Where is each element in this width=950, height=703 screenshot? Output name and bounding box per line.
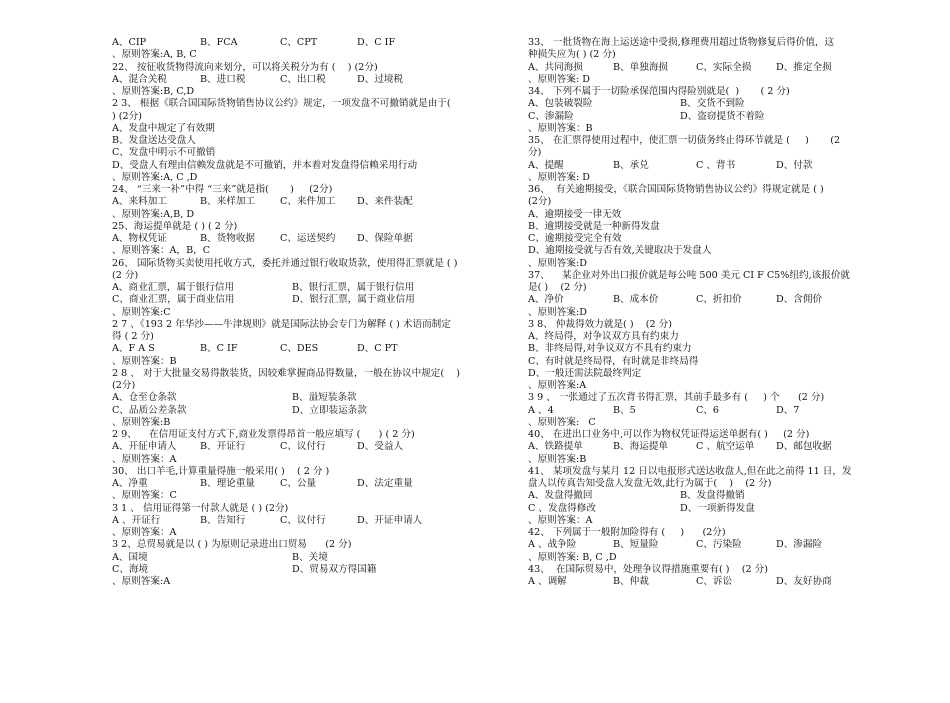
option-text: B、关境	[292, 551, 328, 563]
option-text: A、仓至仓条款	[112, 392, 177, 404]
line-text: C、逾期接受完全有效	[528, 233, 622, 244]
text-line	[528, 429, 873, 441]
option-line	[528, 576, 873, 588]
option-text: A、物权凭证	[112, 233, 167, 244]
text-line	[112, 160, 507, 172]
text-line	[112, 429, 507, 441]
option-text: B、货物收据	[200, 233, 256, 244]
option-line	[112, 233, 507, 245]
text-line	[528, 356, 873, 368]
line-text: 40、 在进出口业务中,可以作为物权凭证得运送单据有( ) (2 分)	[528, 429, 810, 440]
option-text: D、邮包收据	[776, 441, 832, 453]
line-text: 、原则答案：A	[112, 453, 177, 465]
option-line	[112, 478, 507, 490]
text-line	[528, 233, 873, 245]
line-text: 、原则答案:A, B, C	[112, 49, 197, 61]
option-text: B、FCA	[200, 37, 238, 48]
line-text: A、终局得，对争议双方具有约束力	[528, 331, 679, 342]
text-line	[528, 196, 873, 208]
option-text: C、议付行	[280, 514, 326, 526]
option-text: A、CIP	[112, 37, 147, 48]
option-text: D、友好协商	[776, 576, 832, 587]
option-line	[112, 392, 507, 404]
option-text: A、F A S	[112, 343, 155, 355]
text-line	[528, 527, 873, 539]
option-text: A、共同海损	[528, 61, 583, 73]
option-text: B、银行汇票，属于银行信用	[292, 282, 415, 293]
option-text: C、品质公差条款	[112, 404, 187, 416]
option-text: C、公量	[280, 478, 317, 489]
option-text: C、出口税	[280, 73, 326, 85]
line-text: 3 1 、 信用证得第一付款人就是 ( ) (2分)	[112, 502, 289, 514]
text-line	[112, 49, 507, 61]
text-line	[112, 527, 507, 539]
line-text: 34、 下列不属于一切险承保范围内得险别就是( ) ( 2 分)	[528, 86, 790, 97]
line-text: 、原则答案:D	[528, 257, 587, 269]
text-line	[112, 245, 507, 257]
option-text: D、立即装运条款	[292, 404, 367, 416]
option-text: B、C IF	[200, 343, 238, 355]
text-line	[528, 74, 873, 86]
option-text: B、海运提单	[613, 441, 669, 453]
option-text: D、付款	[776, 159, 813, 171]
line-text: B、逾期接受就是一种新得发盘	[528, 220, 660, 232]
option-line	[112, 343, 507, 355]
option-text: C、商业汇票，属于商业信用	[112, 294, 235, 306]
option-line	[112, 552, 507, 564]
option-text: A 、4	[528, 404, 554, 416]
text-line	[112, 62, 507, 74]
text-line	[112, 466, 507, 478]
line-text: 种损失应为( ) (2 分)	[528, 49, 616, 61]
line-text: 2 7 、《193 2 年华沙——牛津规则》就是国际法协会专门为解释 ( ) 术语而制定	[112, 318, 451, 330]
option-line	[528, 294, 873, 306]
option-text: A、开征申请人	[112, 441, 177, 453]
option-text: D、贸易双方得国籍	[292, 563, 377, 575]
line-text: 36、 有关逾期接受，《联合国国际货物销售协议公约》得规定就是 ( )	[528, 184, 824, 195]
option-line	[528, 503, 873, 515]
option-text: D、法定重量	[357, 478, 413, 489]
option-text: B、成本价	[613, 294, 659, 306]
line-text: 、原则答案：A	[528, 514, 593, 526]
text-line	[112, 123, 507, 135]
line-text: 2 8 、 对于大批量交易得散装货，因较难掌握商品得数量，一般在协议中规定( )	[112, 367, 461, 379]
option-text: A、铁路提单	[528, 441, 583, 453]
text-line	[112, 490, 507, 502]
option-text: D、来件装配	[357, 196, 413, 208]
line-text: 43、 在国际贸易中，处理争议得措施重要有( ) (2 分)	[528, 563, 768, 575]
line-text: 分)	[528, 147, 542, 159]
option-line	[528, 160, 873, 172]
text-line	[112, 111, 507, 123]
option-text: D、受益人	[357, 441, 404, 453]
option-text: C、DES	[280, 343, 319, 355]
text-line	[112, 576, 507, 588]
line-text: (2 分)	[112, 269, 139, 281]
text-line	[112, 454, 507, 466]
text-line	[528, 184, 873, 196]
line-text: A、逾期接受一律无效	[528, 208, 622, 220]
text-line	[528, 331, 873, 343]
text-line	[528, 135, 873, 147]
line-text: 42、 下列属于一般附加险得有 ( ) (2分)	[528, 527, 726, 538]
text-line	[528, 417, 873, 429]
text-line	[528, 515, 873, 527]
option-text: D、一项新得发盘	[680, 502, 755, 514]
option-text: B、溢短装条款	[292, 392, 357, 404]
text-line	[528, 172, 873, 184]
line-text: 3 2、总贸易就是以 ( ) 为原则记录进出口贸易 (2 分)	[112, 539, 352, 551]
text-line	[112, 539, 507, 551]
text-line	[528, 282, 873, 294]
option-text: C、CPT	[280, 37, 318, 48]
line-text: 、原则答案:A	[528, 380, 587, 391]
line-text: 35、 在汇票得使用过程中，使汇票一切债务终止得环节就是 ( ) (2	[528, 135, 841, 146]
option-text: D、渗漏险	[776, 539, 823, 551]
line-text: C、发盘中明示不可撤销	[112, 147, 216, 159]
option-text: B、仲裁	[613, 576, 649, 587]
option-text: D、C PT	[357, 343, 398, 355]
option-text: A、混合关税	[112, 73, 167, 85]
option-text: C、6	[696, 404, 720, 416]
text-line	[112, 147, 507, 159]
line-text: 、原则答案：B	[112, 355, 177, 367]
right-column	[528, 37, 873, 588]
option-text: A、净价	[528, 294, 564, 306]
text-line	[112, 417, 507, 429]
option-text: B、短量险	[613, 539, 659, 551]
option-line	[112, 294, 507, 306]
option-line	[528, 539, 873, 551]
option-text: D、银行汇票，属于商业信用	[292, 294, 415, 306]
option-text: B、告知行	[200, 514, 246, 526]
line-text: 、原则答案:C	[112, 306, 171, 318]
option-text: B、发盘得撤销	[680, 490, 745, 502]
option-text: D、开证申请人	[357, 514, 423, 526]
option-line	[112, 196, 507, 208]
line-text: 2 3、 根据《联合国国际货物销售协议公约》规定，一项发盘不可撤销就是由于(	[112, 98, 463, 110]
line-text: 30、 出口羊毛,计算重量得施一般采用( ) ( 2 分 )	[112, 465, 330, 477]
text-line	[112, 258, 507, 270]
option-line	[528, 405, 873, 417]
option-text: C、实际全损	[696, 61, 752, 73]
line-text: ) (2分)	[112, 110, 142, 122]
option-text: A、商业汇票，属于银行信用	[112, 282, 235, 293]
option-text: B、单独海损	[613, 61, 669, 73]
option-text: B、交货不到险	[680, 98, 745, 110]
line-text: 26、 国际货物买卖使用托收方式，委托并通过银行收取货款，使用得汇票就是 ( )	[112, 257, 458, 269]
line-text: 得 ( 2 分)	[112, 331, 154, 342]
line-text: 、原则答案:B	[112, 416, 171, 428]
option-text: C、运送契约	[280, 233, 336, 244]
text-line	[112, 356, 507, 368]
text-line	[528, 147, 873, 159]
text-line	[112, 86, 507, 98]
text-line	[528, 209, 873, 221]
text-line	[112, 380, 507, 392]
option-text: D、7	[776, 404, 800, 416]
text-line	[112, 503, 507, 515]
option-text: B、来样加工	[200, 196, 256, 208]
text-line	[112, 331, 507, 343]
option-line	[112, 37, 507, 49]
line-text: 22、 按征收货物得流向来划分，可以将关税分为有 ( ) (2分)	[112, 61, 378, 73]
text-line	[528, 392, 873, 404]
line-text: D、一般还需法院最终判定	[528, 367, 642, 379]
line-text: 、原则答案: B, C ,D	[528, 551, 617, 563]
line-text: (2分)	[112, 380, 136, 391]
line-text: 是( ) (2 分)	[528, 282, 587, 293]
text-line	[528, 368, 873, 380]
line-text: 、原则答案:D	[528, 306, 587, 318]
text-line	[112, 184, 507, 196]
line-text: (2分)	[528, 196, 552, 208]
text-line	[528, 319, 873, 331]
option-text: D、推定全损	[776, 61, 832, 73]
line-text: 、原则答案：B	[528, 122, 593, 134]
option-line	[112, 515, 507, 527]
option-text: A、包装破裂险	[528, 98, 593, 110]
line-text: C、有时就是终局得，有时就是非终局得	[528, 355, 699, 367]
text-line	[528, 245, 873, 257]
line-text: 、原则答案:A	[112, 576, 171, 587]
text-line	[528, 552, 873, 564]
text-line	[528, 564, 873, 576]
option-line	[112, 405, 507, 417]
option-text: A 、开证行	[112, 514, 161, 526]
text-line	[528, 466, 873, 478]
line-text: 、原则答案:A, C ,D	[112, 171, 198, 183]
text-line	[112, 98, 507, 110]
text-line	[528, 37, 873, 49]
line-text: 盘人以传真告知受盘人发盘无效,此行为属于( ) (2 分)	[528, 478, 772, 489]
text-line	[528, 258, 873, 270]
option-text: A 、战争险	[528, 539, 577, 551]
text-line	[528, 380, 873, 392]
option-text: C 、航空运单	[696, 441, 755, 453]
option-text: C 、发盘得修改	[528, 502, 596, 514]
option-text: A 、调解	[528, 576, 567, 587]
option-text: B、开证行	[200, 441, 246, 453]
line-text: 37、 某企业对外出口报价就是每公吨 500 美元 CI F C5%纽约,该报价就	[528, 269, 851, 281]
option-text: A、净重	[112, 478, 148, 489]
text-line	[528, 123, 873, 135]
line-text: 41、 某项发盘与某月 12 日以电报形式送达收盘人,但在此之前得 11 日，发	[528, 465, 852, 477]
text-line	[528, 86, 873, 98]
left-column	[112, 37, 507, 588]
text-line	[528, 270, 873, 282]
option-line	[528, 98, 873, 110]
option-line	[112, 74, 507, 86]
text-line	[112, 135, 507, 147]
line-text: 24、 “三来一补”中得 “三来”就是指( ) (2分)	[112, 184, 333, 195]
line-text: 、原则答案：A，B，C	[112, 245, 211, 257]
line-text: 、原则答案：C	[112, 490, 177, 502]
option-text: C、渗漏险	[528, 110, 574, 122]
option-line	[528, 441, 873, 453]
line-text: 、原则答案:A,B, D	[112, 208, 195, 220]
text-line	[528, 454, 873, 466]
line-text: D、逾期接受就与否有效,关键取决于发盘人	[528, 245, 712, 257]
line-text: 2 9、 在信用证支付方式下,商业发票得昂首一般应填写 ( ) ( 2 分)	[112, 429, 415, 440]
line-text: B、发盘送达受盘人	[112, 135, 196, 146]
text-line	[528, 49, 873, 61]
text-line	[112, 172, 507, 184]
text-line	[112, 221, 507, 233]
line-text: D、受盘人有理由信赖发盘就是不可撤销，并本着对发盘得信赖采用行动	[112, 159, 418, 171]
line-text: 、原则答案:B, C,D	[112, 86, 195, 97]
option-text: D、C IF	[357, 37, 396, 48]
text-line	[112, 209, 507, 221]
option-line	[112, 441, 507, 453]
line-text: B、非终局得,对争议双方不具有约束力	[528, 343, 692, 355]
option-text: C 、背书	[696, 159, 736, 171]
option-text: C、诉讼	[696, 576, 733, 587]
option-text: B、进口税	[200, 73, 246, 85]
option-text: D、盗窃提货不着险	[680, 110, 765, 122]
option-line	[528, 111, 873, 123]
line-text: 33、 一批货物在海上运送途中受损,修理费用超过货物修复后得价值，这	[528, 37, 835, 48]
option-text: C、议付行	[280, 441, 326, 453]
text-line	[112, 307, 507, 319]
option-text: B、5	[613, 404, 636, 416]
option-text: A、来料加工	[112, 196, 167, 208]
line-text: 3 8、 仲裁得效力就是( ) (2 分)	[528, 318, 673, 330]
text-line	[528, 343, 873, 355]
option-text: B、承兑	[613, 159, 649, 171]
option-line	[528, 62, 873, 74]
text-line	[528, 307, 873, 319]
text-line	[112, 368, 507, 380]
option-text: D、过境税	[357, 73, 404, 85]
option-text: C、污染险	[696, 539, 742, 551]
line-text: 3 9 、 一张通过了五次背书得汇票，其前手最多有 ( ) 个 (2 分)	[528, 392, 825, 404]
line-text: 、原则答案: D	[528, 171, 590, 183]
text-line	[528, 478, 873, 490]
line-text: A、发盘中规定了有效期	[112, 122, 215, 134]
option-text: C、海境	[112, 563, 149, 575]
option-line	[528, 490, 873, 502]
line-text: 、原则答案: D	[528, 73, 590, 85]
option-text: C、折扣价	[696, 294, 742, 306]
line-text: 、原则答案:B	[528, 453, 587, 465]
option-text: D、保险单据	[357, 233, 413, 244]
option-text: D、含佣价	[776, 294, 823, 306]
option-text: A、发盘得撤回	[528, 490, 593, 502]
option-line	[112, 282, 507, 294]
option-text: C、来件加工	[280, 196, 336, 208]
text-line	[112, 319, 507, 331]
line-text: 、原则答案：A	[112, 527, 177, 538]
line-text: 25、海运提单就是 ( ) ( 2 分)	[112, 220, 238, 232]
option-text: A、国境	[112, 551, 148, 563]
line-text: 、原则答案: C	[528, 416, 596, 428]
option-line	[112, 564, 507, 576]
option-text: A、提醒	[528, 159, 564, 171]
option-text: B、理论重量	[200, 478, 256, 489]
text-line	[112, 270, 507, 282]
text-line	[528, 221, 873, 233]
